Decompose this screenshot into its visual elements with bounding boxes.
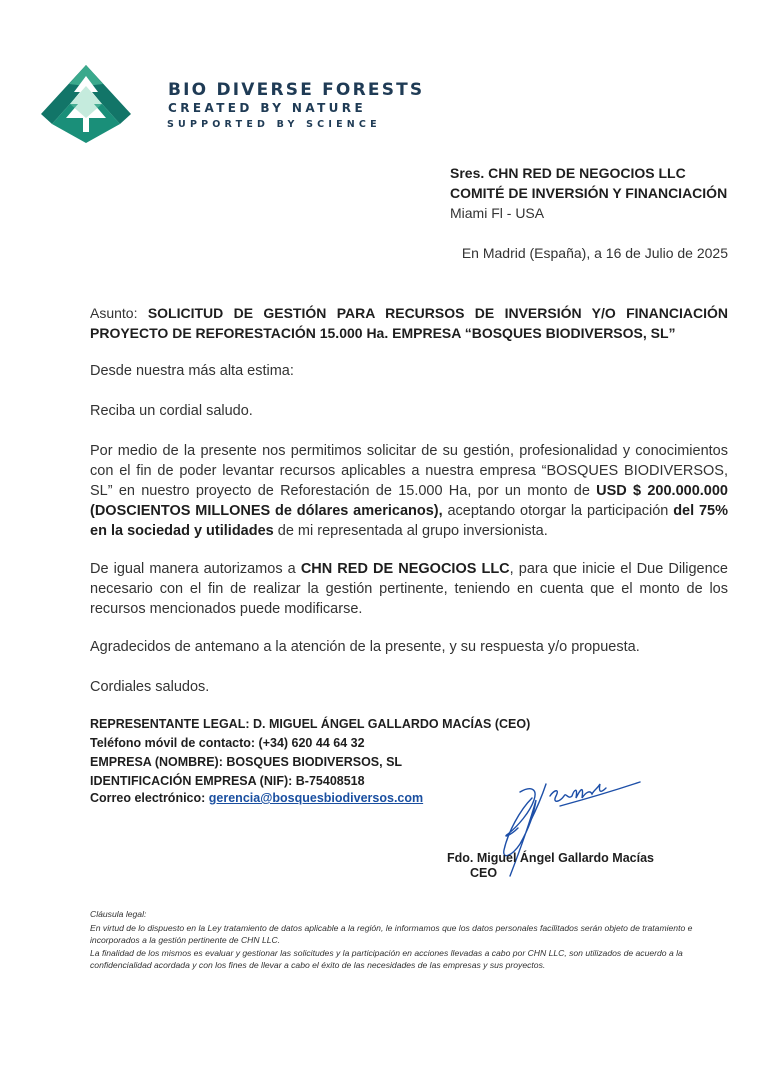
requested-amount: USD $ 200.000.000 (DOSCIENTOS MILLONES de dólares americanos), [90,483,728,519]
contact-nif: IDENTIFICACIÓN EMPRESA (NIF): B-75408518 [90,774,365,788]
contact-email-link[interactable]: gerencia@bosquesbiodiversos.com [208,791,424,805]
legal-clause-title: Cláusula legal: [90,909,147,919]
brand-tagline-2: SUPPORTED BY SCIENCE [167,119,381,130]
recipient-location: Miami Fl - USA [450,205,545,221]
authorized-company: CHN RED DE NEGOCIOS LLC [300,561,510,577]
brand-tagline-1: CREATED BY NATURE [168,101,367,115]
paragraph-request [90,441,728,541]
brand-name: BIO DIVERSE FORESTS [168,80,425,100]
paragraph-request-text-2: aceptando otorgar la participación [442,503,674,519]
contact-email-label: Correo electrónico: [90,791,209,805]
contact-email-row [90,789,423,808]
greeting-line-2: Reciba un cordial saludo. [90,403,253,419]
paragraph-authorization-text-1: De igual manera autorizamos a [90,561,301,577]
greeting-line-1: Desde nuestra más alta estima: [90,363,294,379]
recipient-name: Sres. CHN RED DE NEGOCIOS LLC [450,165,686,181]
offered-share: del 75% en la sociedad y utilidades [90,503,728,539]
paragraph-authorization-text-2: , para que inicie el Due Diligence necesario con el fin de realizar la gestión pertinente, teniendo en cuenta que el monto de los recursos mencionados puede modificarse. [90,561,728,617]
signer-name: Fdo. Miguel Ángel Gallardo Macías [447,851,654,865]
subject-label: Asunto: [90,305,148,321]
subject-text: SOLICITUD DE GESTIÓN PARA RECURSOS DE INVERSIÓN Y/O FINANCIACIÓN PROYECTO DE REFORESTACIÓN 15.000 Ha. EMPRESA “BOSQUES BIODIVERSOS, SL” [90,305,728,341]
signer-role: CEO [470,866,498,880]
subject-line [90,303,728,343]
paragraph-authorization [90,559,728,619]
contact-company: EMPRESA (NOMBRE): BOSQUES BIODIVERSOS, SL [90,755,403,769]
closing-line: Cordiales saludos. [90,679,210,695]
recipient-department: COMITÉ DE INVERSIÓN Y FINANCIACIÓN [450,185,728,201]
paragraph-request-text-1: Por medio de la presente nos permitimos solicitar de su gestión, profesionalidad y conocimientos con el fin de poder levantar recursos aplicables a nuestra empresa “BOSQUES BIODIVERSOS, SL” en nuestro proyecto de Reforestación de 15.000 Ha, por un monto de [90,443,728,499]
paragraph-thanks: Agradecidos de antemano a la atención de la presente, y su respuesta y/o propuesta. [90,639,640,655]
legal-clause-paragraph-2: La finalidad de los mismos es evaluar y gestionar las solicitudes y la participación en acciones llevadas a cabo por CHN LLC, son utilizados de acuerdo a la confidencialidad acordada y con los fines de llevar a cabo el éxito de las necesidades de las empresas y sus proyectos. [90,948,683,970]
contact-phone: Teléfono móvil de contacto: (+34) 620 44 64 32 [90,736,365,750]
legal-clause-paragraph-1: En virtud de lo dispuesto en la Ley tratamiento de datos aplicable a la región, le informamos que los datos personales facilitados serán objeto de tratamiento e incorporados a la gestión pertinente de CHN LLC. [90,923,693,945]
place-date: En Madrid (España), a 16 de Julio de 2025 [461,245,728,261]
paragraph-request-text-3: de mi representada al grupo inversionista. [273,523,548,539]
company-logo-icon [40,64,132,144]
contact-legal-rep: REPRESENTANTE LEGAL: D. MIGUEL ÁNGEL GALLARDO MACÍAS (CEO) [90,717,531,731]
